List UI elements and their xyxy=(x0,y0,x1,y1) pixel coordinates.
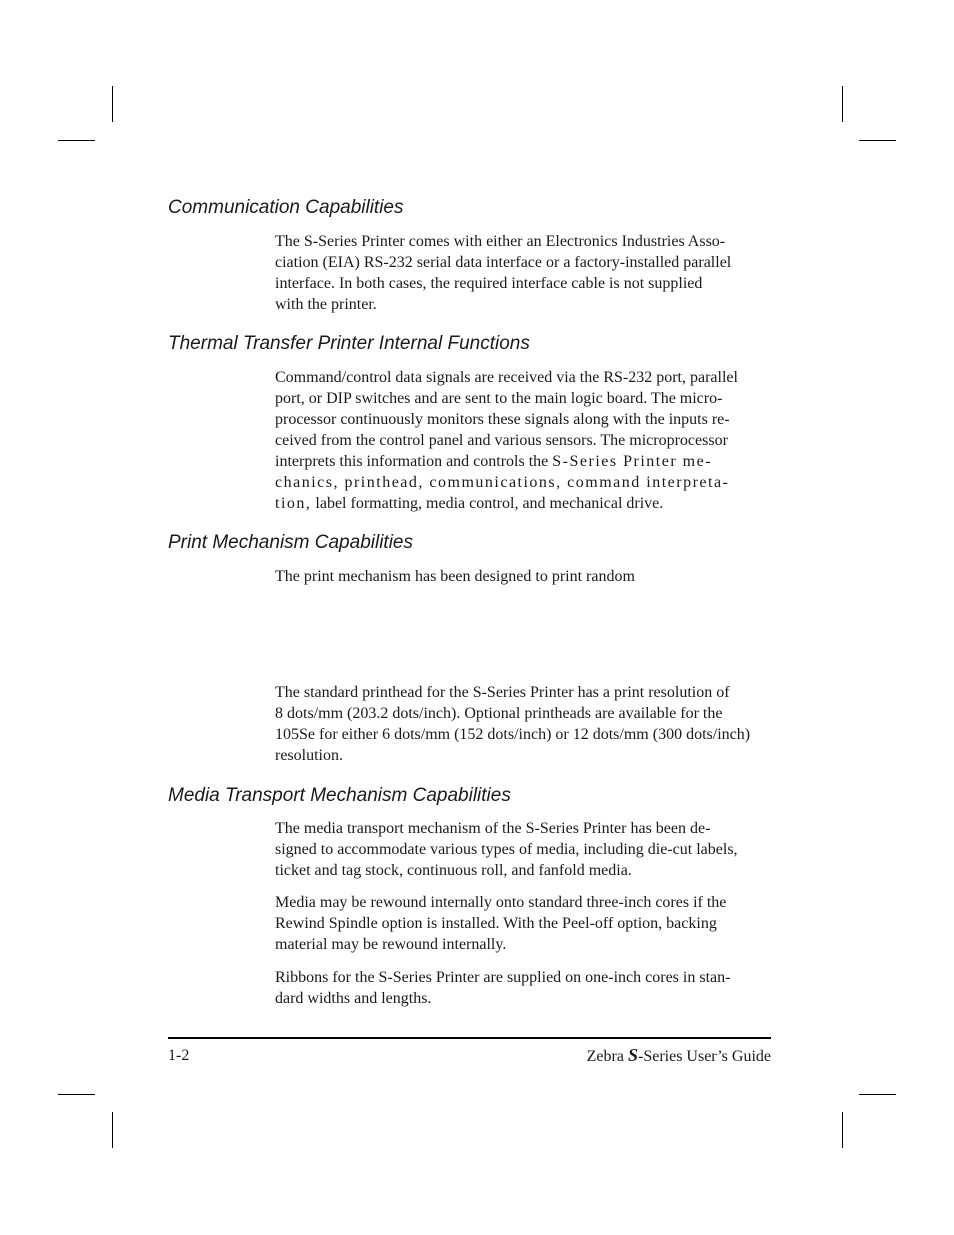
page-number: 1-2 xyxy=(168,1047,190,1064)
guide-title xyxy=(587,1045,771,1067)
body-line: signed to accommodate various types of media, including die-cut labels, xyxy=(275,841,738,858)
body-line xyxy=(275,493,663,514)
body-line: ticket and tag stock, continuous roll, and fanfold media. xyxy=(275,862,632,879)
body-line: material may be rewound internally. xyxy=(275,936,507,953)
crop-mark xyxy=(859,1094,896,1095)
crop-mark xyxy=(58,1094,95,1095)
section-heading-print-mechanism: Print Mechanism Capabilities xyxy=(168,532,413,553)
body-line: Rewind Spindle option is installed. With the Peel-off option, backing xyxy=(275,915,717,932)
guide-title-suffix: -Series User’s Guide xyxy=(637,1048,771,1065)
crop-mark xyxy=(112,1112,113,1148)
section-heading-communication: Communication Capabilities xyxy=(168,197,404,218)
body-line: Command/control data signals are received via the RS-232 port, parallel xyxy=(275,369,738,386)
section-heading-thermal: Thermal Transfer Printer Internal Functions xyxy=(168,333,530,354)
body-line: Media may be rewound internally onto standard three-inch cores if the xyxy=(275,894,727,911)
body-line: 8 dots/mm (203.2 dots/inch). Optional printheads are available for the xyxy=(275,705,723,722)
body-text: interprets this information and controls the xyxy=(275,453,549,470)
body-line: The standard printhead for the S-Series Printer has a print resolution of xyxy=(275,684,730,701)
body-line: interface. In both cases, the required interface cable is not supplied xyxy=(275,275,703,292)
body-line: dard widths and lengths. xyxy=(275,990,432,1007)
body-line: with the printer. xyxy=(275,296,377,313)
guide-title-s: S xyxy=(627,1045,638,1065)
guide-title-prefix: Zebra xyxy=(586,1048,628,1065)
body-line: The media transport mechanism of the S-Series Printer has been de- xyxy=(275,820,711,837)
crop-mark xyxy=(859,140,896,141)
crop-mark xyxy=(842,86,843,122)
body-line: 105Se for either 6 dots/mm (152 dots/inch) or 12 dots/mm (300 dots/inch) xyxy=(275,726,751,743)
body-line: Ribbons for the S-Series Printer are supplied on one-inch cores in stan- xyxy=(275,969,731,986)
body-line: The print mechanism has been designed to print random xyxy=(275,568,635,585)
body-text-spaced: S-Series Printer me- xyxy=(552,453,713,470)
body-line: ceived from the control panel and various sensors. The microprocessor xyxy=(275,432,728,449)
body-line: port, or DIP switches and are sent to the main logic board. The micro- xyxy=(275,390,723,407)
crop-mark xyxy=(112,86,113,122)
body-line: ciation (EIA) RS-232 serial data interface or a factory-installed parallel xyxy=(275,254,732,271)
footer-rule xyxy=(168,1037,771,1039)
crop-mark xyxy=(58,140,95,141)
body-text-spaced: tion, xyxy=(275,495,312,512)
body-line: The S-Series Printer comes with either an Electronics Industries Asso- xyxy=(275,233,726,250)
body-line: resolution. xyxy=(275,747,343,764)
crop-mark xyxy=(842,1112,843,1148)
body-line xyxy=(275,451,712,472)
body-text: label formatting, media control, and mechanical drive. xyxy=(315,495,664,512)
body-line: processor continuously monitors these signals along with the inputs re- xyxy=(275,411,730,428)
section-heading-media-transport: Media Transport Mechanism Capabilities xyxy=(168,785,511,806)
body-line: chanics, printhead, communications, command interpreta- xyxy=(275,474,730,491)
